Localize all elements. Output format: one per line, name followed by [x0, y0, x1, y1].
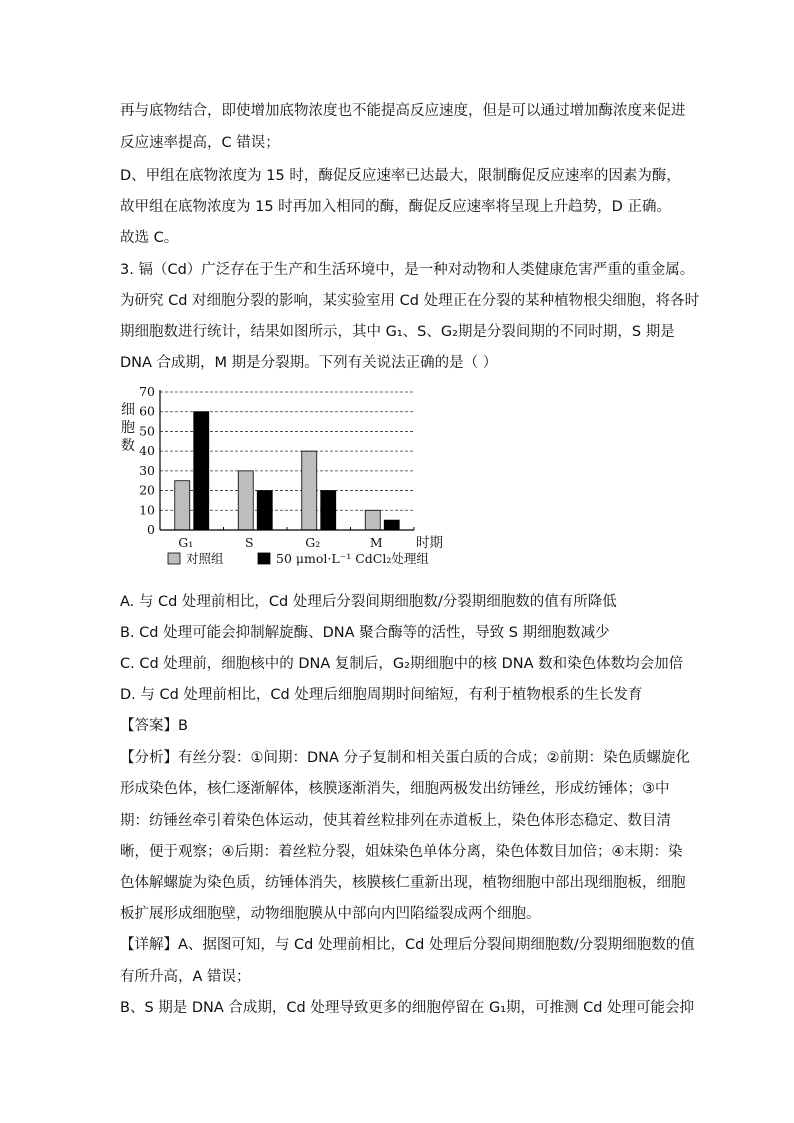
- legend-label: 对照组: [186, 551, 224, 566]
- option-c: C. Cd 处理前，细胞核中的 DNA 复制后，G₂期细胞中的核 DNA 数和染色体数均会加倍: [120, 656, 684, 672]
- analysis-line: 晰，便于观察；④后期：着丝粒分裂，姐妹染色单体分离，染色体数目加倍；④末期：染: [120, 844, 683, 860]
- text-line: 反应速率提高，C 错误；: [120, 135, 280, 151]
- option-b: B. Cd 处理可能会抑制解旋酶、DNA 聚合酶等的活性，导致 S 期细胞数减少: [120, 625, 610, 641]
- y-tick-label: 20: [139, 482, 155, 498]
- text-line: 故甲组在底物浓度为 15 时再加入相同的酶，酶促反应速率将呈现上升趋势，D 正确。: [120, 199, 671, 215]
- y-tick-label: 60: [139, 403, 155, 419]
- chart-legend: [168, 551, 429, 566]
- analysis-line: 板扩展形成细胞壁，动物细胞膜从中部向内凹陷缢裂成两个细胞。: [120, 906, 541, 922]
- answer: 【答案】B: [120, 718, 188, 734]
- text-line: 再与底物结合，即使增加底物浓度也不能提高反应速度，但是可以通过增加酶浓度来促进: [120, 103, 686, 119]
- option-a: A. 与 Cd 处理前相比，Cd 处理后分裂间期细胞数/分裂期细胞数的值有所降低: [120, 594, 617, 610]
- bar-cd-2: [321, 491, 336, 530]
- detail-line: 有所升高，A 错误；: [120, 969, 251, 985]
- y-axis-label-char: 数: [121, 438, 135, 454]
- question-stem: DNA 合成期，M 期是分裂期。下列有关说法正确的是（ ）: [120, 355, 498, 371]
- bar-chart: [118, 382, 448, 572]
- x-axis-label: 时期: [416, 535, 443, 551]
- y-tick-label: 0: [147, 522, 155, 537]
- text-line: D、甲组在底物浓度为 15 时，酶促反应速率已达最大，限制酶促反应速率的因素为酶，: [120, 168, 681, 184]
- analysis-line: 【分析】有丝分裂：①间期：DNA 分子复制和相关蛋白质的合成；②前期：染色质螺旋化: [120, 750, 691, 766]
- x-tick-labels: [178, 535, 443, 551]
- y-axis-label: [121, 402, 135, 454]
- analysis-line: 形成染色体，核仁逐渐解体，核膜逐渐消失，细胞两极发出纺锤丝，形成纺锤体；③中: [120, 781, 670, 797]
- bar-control-3: [365, 510, 380, 530]
- analysis-line: 期：纺锤丝牵引着染色体运动，使其着丝粒排列在赤道板上，染色体形态稳定、数目清: [120, 813, 671, 829]
- detail-line: B、S 期是 DNA 合成期，Cd 处理导致更多的细胞停留在 G₁期，可推测 Cd 处理可能会抑: [120, 1000, 695, 1016]
- bar-cd-3: [384, 520, 399, 530]
- y-axis-label-char: 胞: [121, 420, 135, 436]
- bar-control-1: [238, 471, 253, 530]
- legend-swatch: [168, 553, 180, 564]
- legend-swatch: [258, 553, 270, 564]
- legend-label: 50 μmol·L⁻¹ CdCl₂处理组: [276, 551, 429, 566]
- x-tick-label: M: [369, 535, 383, 550]
- bar-cd-0: [194, 412, 209, 530]
- bar-control-0: [175, 481, 190, 530]
- text-line: 故选 C。: [120, 230, 179, 246]
- question-stem: 期细胞数进行统计，结果如图所示，其中 G₁、S、G₂期是分裂间期的不同时期，S 期是: [120, 324, 675, 340]
- bar-control-2: [302, 451, 317, 530]
- bar-cd-1: [257, 491, 272, 530]
- x-tick-label: G₁: [178, 535, 194, 550]
- y-axis-label-char: 细: [121, 402, 135, 418]
- y-tick-label: 10: [139, 502, 155, 518]
- x-tick-label: G₂: [305, 535, 321, 550]
- question-stem: 3. 镉（Cd）广泛存在于生产和生活环境中，是一种对动物和人类健康危害严重的重金属。: [120, 262, 695, 278]
- analysis-line: 色体解螺旋为染色质，纺锤体消失，核膜核仁重新出现，植物细胞中部出现细胞板，细胞: [120, 875, 686, 891]
- question-stem: 为研究 Cd 对细胞分裂的影响，某实验室用 Cd 处理正在分裂的某种植物根尖细胞，将各时: [120, 293, 700, 309]
- y-tick-label: 70: [139, 384, 155, 399]
- y-tick-labels: [139, 384, 155, 537]
- y-tick-label: 50: [139, 423, 155, 439]
- x-tick-label: S: [244, 535, 254, 550]
- option-d: D. 与 Cd 处理前相比，Cd 处理后细胞周期时间缩短，有利于植物根系的生长发育: [120, 687, 643, 703]
- y-tick-label: 40: [139, 443, 155, 459]
- y-tick-label: 30: [139, 462, 155, 478]
- detail-line: 【详解】A、据图可知，与 Cd 处理前相比，Cd 处理后分裂间期细胞数/分裂期细胞数的值: [120, 937, 695, 953]
